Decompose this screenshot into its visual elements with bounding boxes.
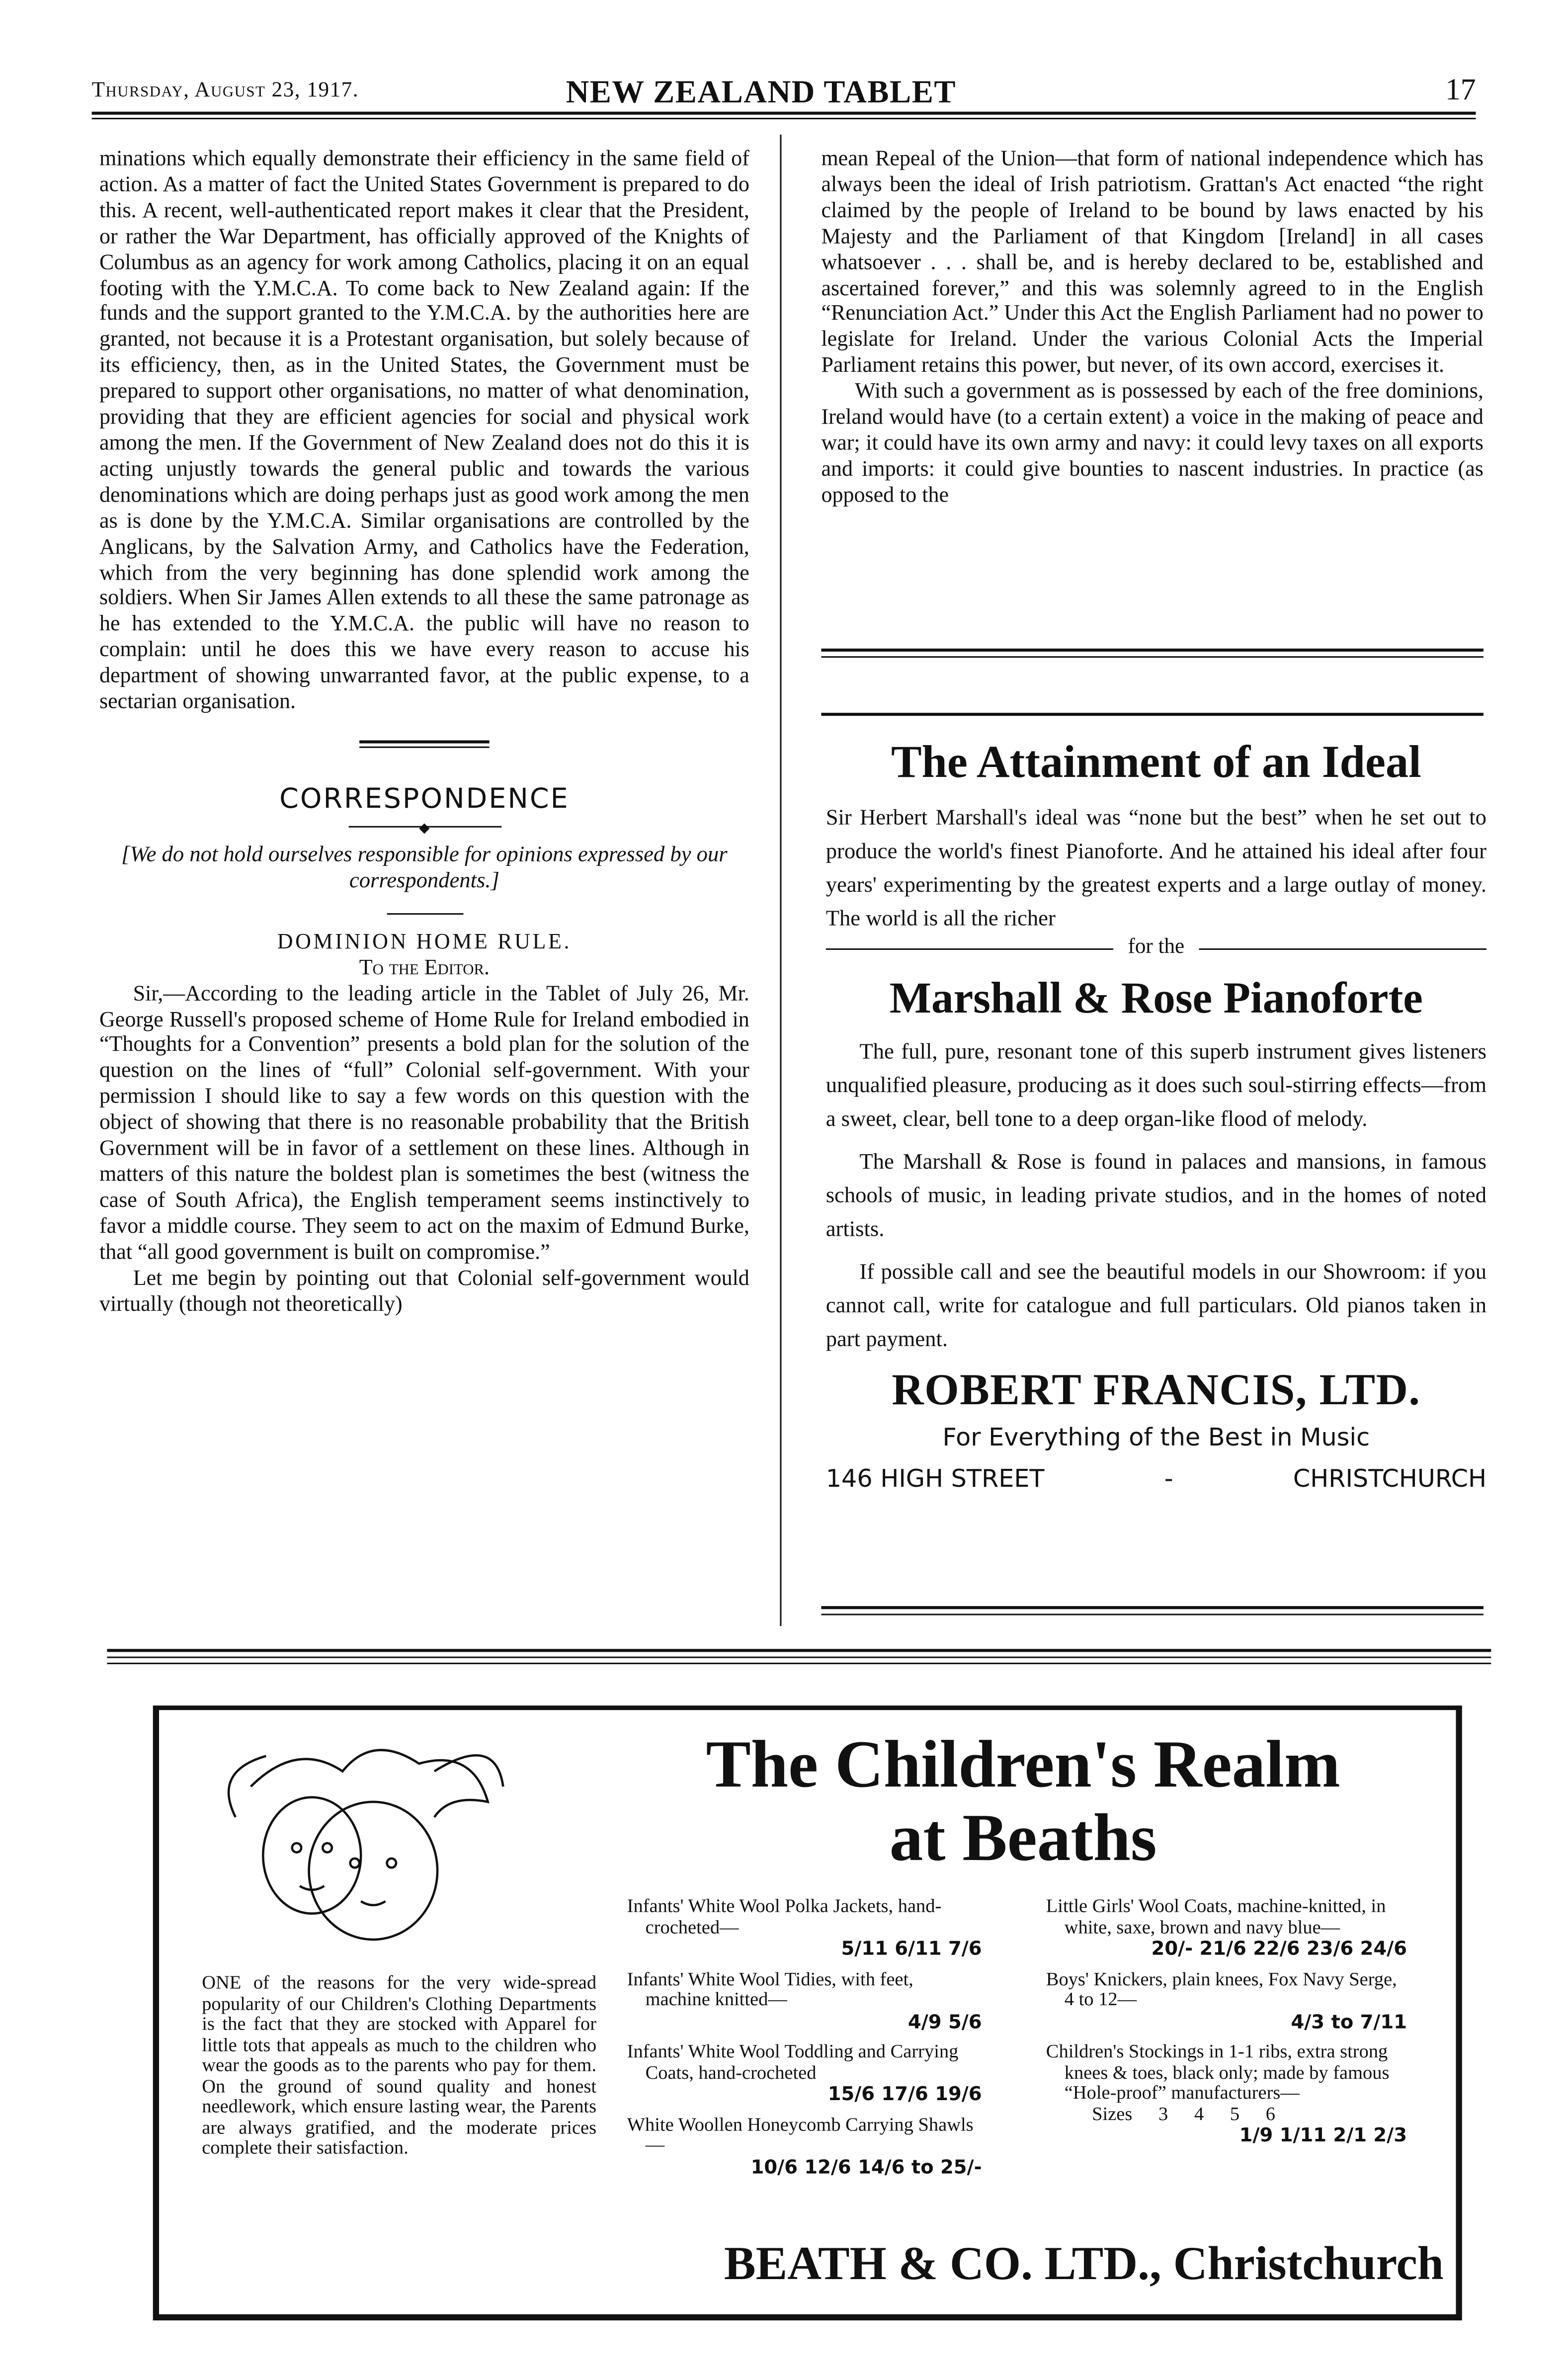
ad-border bbox=[821, 1606, 1483, 1609]
left-column bbox=[99, 147, 749, 1317]
ad-intro: ONE of the reasons for the very wide-spread popularity of our Children's Clothing Departments is the fact that they are stocked with Apparel for little tots that appeals as much to the children who wear the goods as to the parents who pay for them. On the ground of sound quality and honest needlework, which ensure lasting wear, the Parents are always gratified, and the moderate prices complete their satisfaction. bbox=[202, 1971, 597, 2158]
item-price: 10/6 12/6 14/6 to 25/- bbox=[750, 2154, 982, 2178]
product-item bbox=[627, 2115, 982, 2177]
page-header bbox=[91, 73, 1476, 110]
ad-heading-line: at Beaths bbox=[889, 1800, 1157, 1875]
divider bbox=[821, 656, 1483, 658]
product-item bbox=[1046, 2042, 1407, 2145]
ad-heading bbox=[618, 1728, 1428, 1875]
disclaimer: [We do not hold ourselves responsible for opinions expressed by our correspondents.] bbox=[121, 843, 728, 893]
beath-advertisement bbox=[153, 1705, 1462, 2320]
section-rule bbox=[107, 1663, 1491, 1664]
address-separator: - bbox=[1164, 1463, 1173, 1493]
ad-footer: BEATH & CO. LTD., Christchurch bbox=[724, 2236, 1444, 2290]
for-the-text: for the bbox=[1128, 936, 1185, 959]
items-left bbox=[627, 1897, 982, 2177]
newspaper-title: NEW ZEALAND TABLET bbox=[566, 73, 957, 110]
page-number: 17 bbox=[1445, 73, 1476, 107]
product-item bbox=[1046, 1897, 1407, 1959]
item-desc: White Woollen Honeycomb Carrying Shawls— bbox=[627, 2113, 974, 2155]
divider bbox=[821, 649, 1483, 652]
product-name: Marshall & Rose Pianoforte bbox=[889, 974, 1423, 1023]
article-text: minations which equally demonstrate their efficiency in the same field of action. As a matter of fact the United States Government is prepared to do this. A recent, well-authenticated report makes it clear that the President, or rather the War Department, has officially approved of the Knights of Columbus as an agency for work among Catholics, placing it on an equal footing with the Y.M.C.A. To come back to New Zealand again: If the funds and the support granted to the Y.M.C.A. by the authorities here are granted, not because it is a Protestant organisation, but solely because of its efficiency, then, as in the United States, the Government must be prepared to support other organisations, no matter of what denomination, providing that they are efficient agencies for social and physical work among the men. If the Government of New Zealand does not do this it is acting unjustly towards the general public and towards the various denominations which are doing perhaps just as good work among the men as is done by the Y.M.C.A. Similar organisations are controlled by the Anglicans, by the Salvation Army, and Catholics have the Federation, which from the very beginning has done splendid work among the soldiers. When Sir James Allen extends to all these the same patronage as he has extended to the Y.M.C.A. the public will have no reason to complain: until he does this we have every reason to accuse his department of showing unwarranted favor, at the public expense, to a sectarian organisation. bbox=[99, 147, 749, 715]
for-the-line bbox=[826, 936, 1486, 962]
ad-heading: The Attainment of an Ideal bbox=[891, 737, 1421, 788]
article-text: mean Repeal of the Union—that form of national independence which has always been the ideal of Irish patriotism. Grattan's Act enacted “the right claimed by the people of Ireland to be bound by laws enacted by his Majesty and the Parliament of that Kingdom [Ireland] in all cases whatsoever . . . shall be, and is hereby declared to be, established and ascertained forever,” and this was solemnly agreed to in the English “Renunciation Act.” Under this Act the English Parliament had no power to legislate for Ireland. Under the various Colonial Acts the Imperial Parliament retains this power, but never, of its own accord, exercises it. bbox=[821, 147, 1484, 378]
item-desc: Infants' White Wool Polka Jackets, hand-crocheted— bbox=[627, 1895, 942, 1938]
header-rule-thin bbox=[92, 118, 1476, 119]
section-rule bbox=[107, 1649, 1491, 1652]
children-illustration-icon bbox=[205, 1725, 510, 1955]
item-desc: Infants' White Wool Toddling and Carrying Coats, hand-crocheted bbox=[627, 2040, 959, 2083]
product-item bbox=[627, 1969, 982, 2032]
item-desc: Children's Stockings in 1-1 ribs, extra strong knees & toes, black only; made by famous “Hole-proof” manufacturers— bbox=[1046, 2040, 1390, 2104]
right-column bbox=[821, 147, 1483, 509]
ad-border bbox=[821, 1614, 1483, 1615]
letter-text: Sir,—According to the leading article in the Tablet of July 26, Mr. George Russell's proposed scheme of Home Rule for Ireland embodied in “Thoughts for a Convention” presents a bold plan for the solution of the question on the lines of “full” Colonial self-government. With your permission I should like to say a few words on this question with the object of showing that there is no reasonable probability that the British Government will be in favor of a settlement on these lines. Although in matters of this nature the boldest plan is sometimes the best (witness the case of South Africa), the English temperament seems instinctively to favor a middle course. They seem to act on the maxim of Edmund Burke, that “all good government is built on compromise.” bbox=[99, 981, 749, 1265]
company-tagline: For Everything of the Best in Music bbox=[942, 1422, 1370, 1451]
product-item bbox=[627, 2042, 982, 2104]
item-price: 4/3 to 7/11 bbox=[1291, 2009, 1407, 2033]
letter-text: Let me begin by pointing out that Colonial self-government would virtually (though not theoretically) bbox=[99, 1266, 749, 1317]
letter-addressee: To the Editor. bbox=[359, 955, 490, 980]
ad-text: If possible call and see the beautiful models in our Showroom: if you cannot call, write for catalogue and full particulars. Old pianos taken in part payment. bbox=[825, 1260, 1487, 1352]
sizes-label: Sizes 3 4 5 6 bbox=[1092, 2102, 1276, 2124]
company-address bbox=[825, 1463, 1487, 1493]
ad-intro: Sir Herbert Marshall's ideal was “none but the best” when he set out to produce the world's finest Pianoforte. And he attained his ideal after four years' experimenting by the greatest experts and a large outlay of money. The world is all the richer bbox=[825, 806, 1487, 932]
piano-advertisement bbox=[826, 737, 1486, 1493]
product-item bbox=[1046, 1969, 1407, 2032]
item-desc: Infants' White Wool Tidies, with feet, machine knitted— bbox=[627, 1967, 913, 2010]
issue-date: Thursday, August 23, 1917. bbox=[91, 80, 359, 103]
item-price: 20/- 21/6 22/6 23/6 24/6 bbox=[1151, 1936, 1407, 1959]
city: CHRISTCHURCH bbox=[1293, 1463, 1487, 1493]
column-rule bbox=[780, 135, 781, 1626]
street: 146 HIGH STREET bbox=[825, 1463, 1045, 1493]
item-desc: Boys' Knickers, plain knees, Fox Navy Serge, 4 to 12— bbox=[1046, 1967, 1397, 2010]
item-price: 1/9 1/11 2/1 2/3 bbox=[1239, 2123, 1407, 2146]
section-rule bbox=[107, 1657, 1491, 1658]
item-desc: Little Girls' Wool Coats, machine-knitted, in white, saxe, brown and navy blue— bbox=[1046, 1895, 1386, 1938]
article-text: With such a government as is possessed by each of the free dominions, Ireland would have (to a certain extent) a voice in the making of peace and war; it could have its own army and navy: it could levy taxes on all exports and imports: it could give bounties to nascent industries. In practice (as opposed to the bbox=[821, 379, 1484, 508]
ad-text: The Marshall & Rose is found in palaces and mansions, in famous schools of music, in leading private studios, and in the homes of noted artists. bbox=[825, 1150, 1487, 1242]
divider bbox=[386, 913, 463, 915]
ad-text: The full, pure, resonant tone of this superb instrument gives listeners unqualified pleasure, producing as it does such soul-stirring effects—from a sweet, clear, bell tone to a deep organ-like flood of melody. bbox=[825, 1040, 1487, 1132]
correspondence-heading: CORRESPONDENCE bbox=[279, 783, 570, 815]
divider bbox=[359, 740, 490, 748]
product-item bbox=[627, 1897, 982, 1959]
item-price: 5/11 6/11 7/6 bbox=[841, 1936, 982, 1959]
items-right bbox=[1046, 1897, 1407, 2145]
ad-heading-line: The Children's Realm bbox=[706, 1727, 1340, 1802]
header-rule bbox=[92, 112, 1476, 115]
item-price: 4/9 5/6 bbox=[907, 2009, 982, 2033]
ornament-divider: ◆ bbox=[348, 826, 501, 827]
letter-title: DOMINION HOME RULE. bbox=[277, 930, 572, 954]
company-name: ROBERT FRANCIS, LTD. bbox=[892, 1365, 1421, 1415]
ad-border bbox=[821, 713, 1483, 716]
item-price: 15/6 17/6 19/6 bbox=[827, 2082, 982, 2105]
